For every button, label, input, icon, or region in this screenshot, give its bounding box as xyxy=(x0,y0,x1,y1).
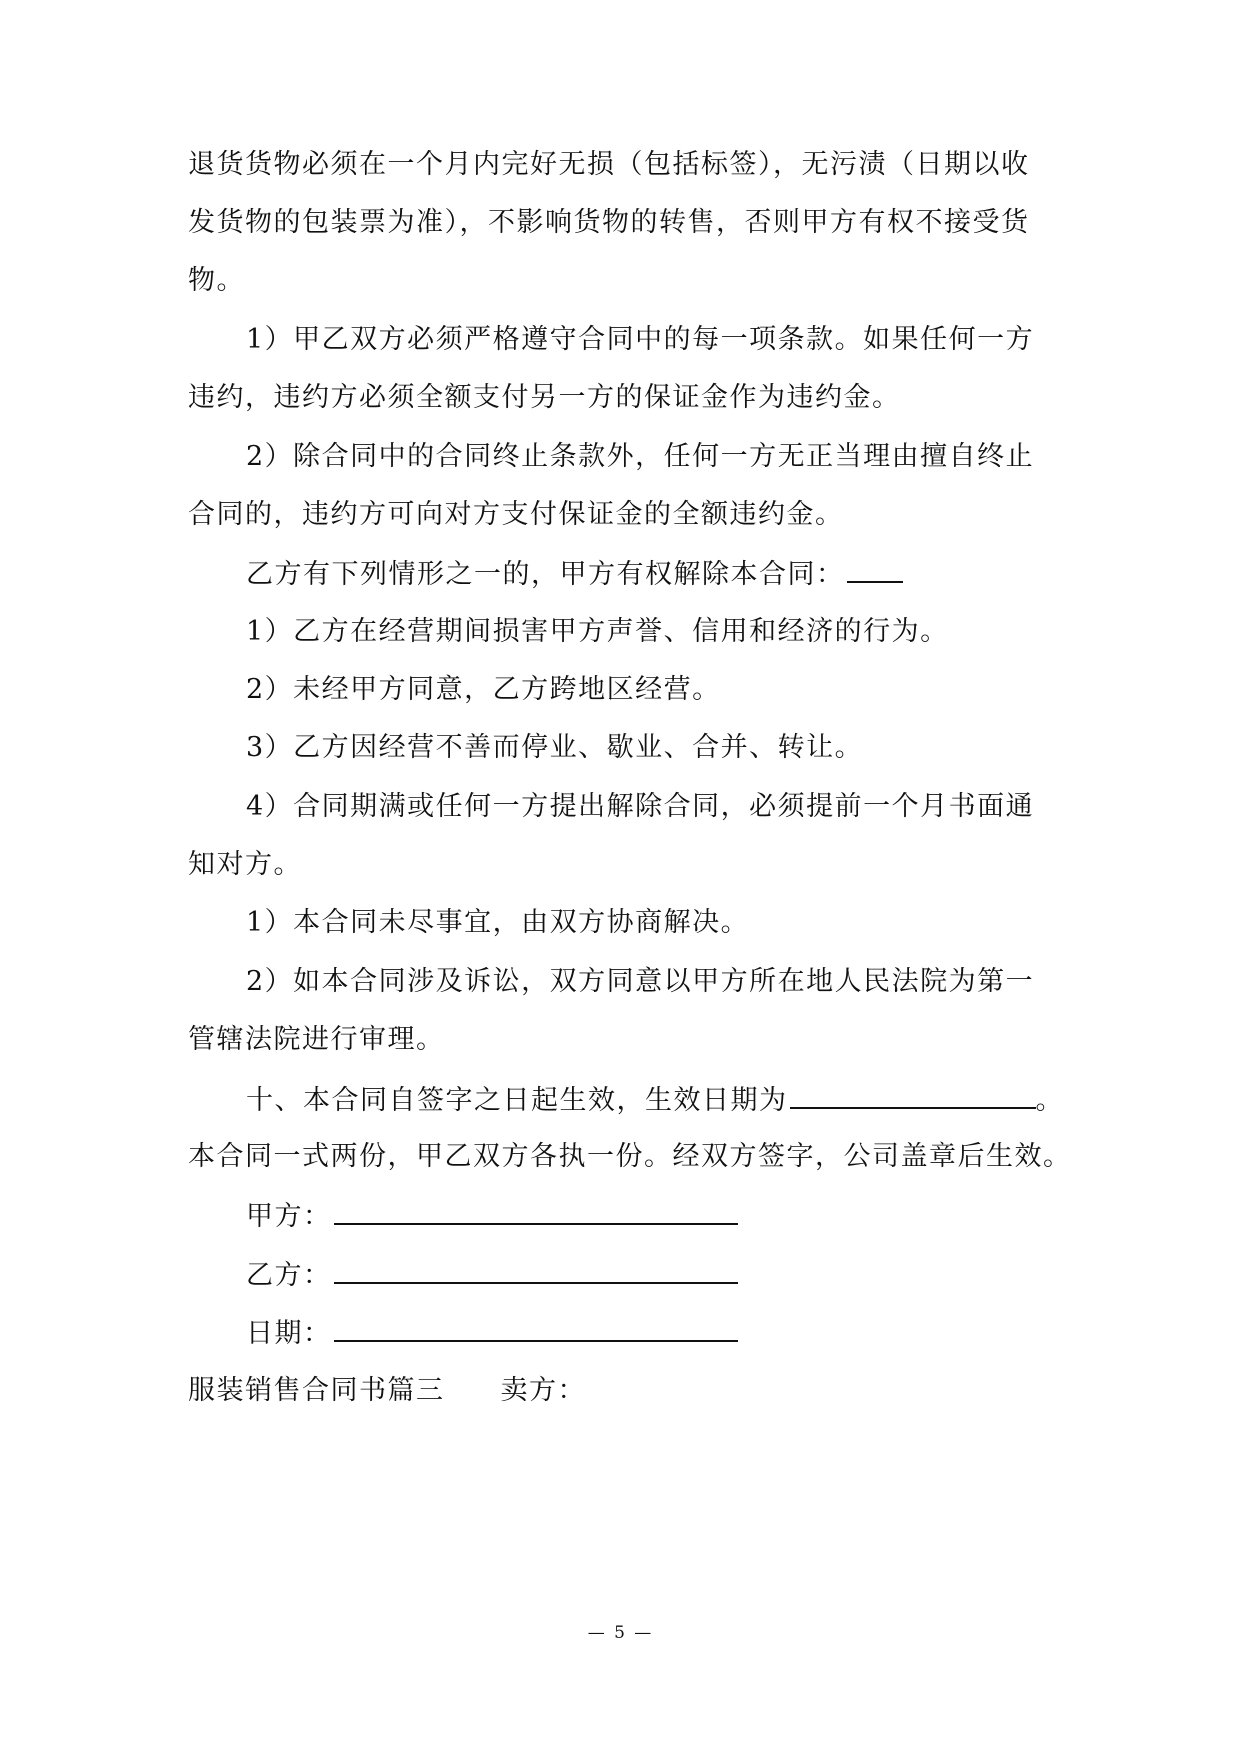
date-signature-line xyxy=(246,1314,1116,1352)
breach-clause-2-line-1: 2）除合同中的合同终止条款外，任何一方无正当理由擅自终止 xyxy=(246,441,1035,472)
copies-clause: 本合同一式两份，甲乙双方各执一份。经双方签字，公司盖章后生效。 xyxy=(188,1141,1072,1172)
other-clause-2-line-1: 2）如本合同涉及诉讼，双方同意以甲方所在地人民法院为第一 xyxy=(246,966,1035,997)
breach-clause-2-line-2: 合同的，违约方可向对方支付保证金的全额违约金。 xyxy=(188,499,844,530)
return-policy-line-1: 退货货物必须在一个月内完好无损（包括标签），无污渍（日期以收 xyxy=(188,149,1030,180)
seller-label: 卖方： xyxy=(500,1375,586,1406)
termination-item-3: 3）乙方因经营不善而停业、歇业、合并、转让。 xyxy=(246,732,864,763)
effective-date-blank xyxy=(790,1081,1036,1109)
page-number: — 5 — xyxy=(587,1623,654,1643)
termination-item-4-line-1: 4）合同期满或任何一方提出解除合同，必须提前一个月书面通 xyxy=(246,791,1035,822)
party-b-signature-line xyxy=(246,1256,1116,1294)
termination-intro-text: 乙方有下列情形之一的，甲方有权解除本合同： xyxy=(246,559,845,590)
breach-clause-1-line-2: 违约，违约方必须全额支付另一方的保证金作为违约金。 xyxy=(188,382,901,413)
effective-date-suffix: 。 xyxy=(1035,1085,1064,1116)
termination-item-4-line-2: 知对方。 xyxy=(188,849,302,880)
next-section-title: 服装销售合同书篇三 xyxy=(188,1375,445,1406)
effective-date-line xyxy=(246,1081,1116,1119)
date-label: 日期： xyxy=(246,1318,332,1349)
termination-item-2: 2）未经甲方同意，乙方跨地区经营。 xyxy=(246,674,721,705)
effective-date-text: 十、本合同自签字之日起生效，生效日期为 xyxy=(246,1085,788,1116)
party-b-label: 乙方： xyxy=(246,1260,332,1291)
next-section-heading xyxy=(188,1373,1058,1409)
party-b-blank xyxy=(334,1256,738,1284)
other-clause-1: 1）本合同未尽事宜，由双方协商解决。 xyxy=(246,907,750,938)
termination-blank xyxy=(847,555,903,583)
other-clause-2-line-2: 管辖法院进行审理。 xyxy=(188,1024,445,1055)
date-blank xyxy=(334,1314,738,1342)
return-policy-line-2: 发货物的包装票为准），不影响货物的转售，否则甲方有权不接受货 xyxy=(188,207,1030,238)
party-a-blank xyxy=(334,1197,738,1225)
return-policy-line-3: 物。 xyxy=(188,265,245,296)
breach-clause-1-line-1: 1）甲乙双方必须严格遵守合同中的每一项条款。如果任何一方 xyxy=(246,324,1035,355)
party-a-label: 甲方： xyxy=(246,1201,332,1232)
termination-item-1: 1）乙方在经营期间损害甲方声誉、信用和经济的行为。 xyxy=(246,616,949,647)
termination-intro xyxy=(246,555,1116,593)
party-a-signature-line xyxy=(246,1197,1116,1235)
